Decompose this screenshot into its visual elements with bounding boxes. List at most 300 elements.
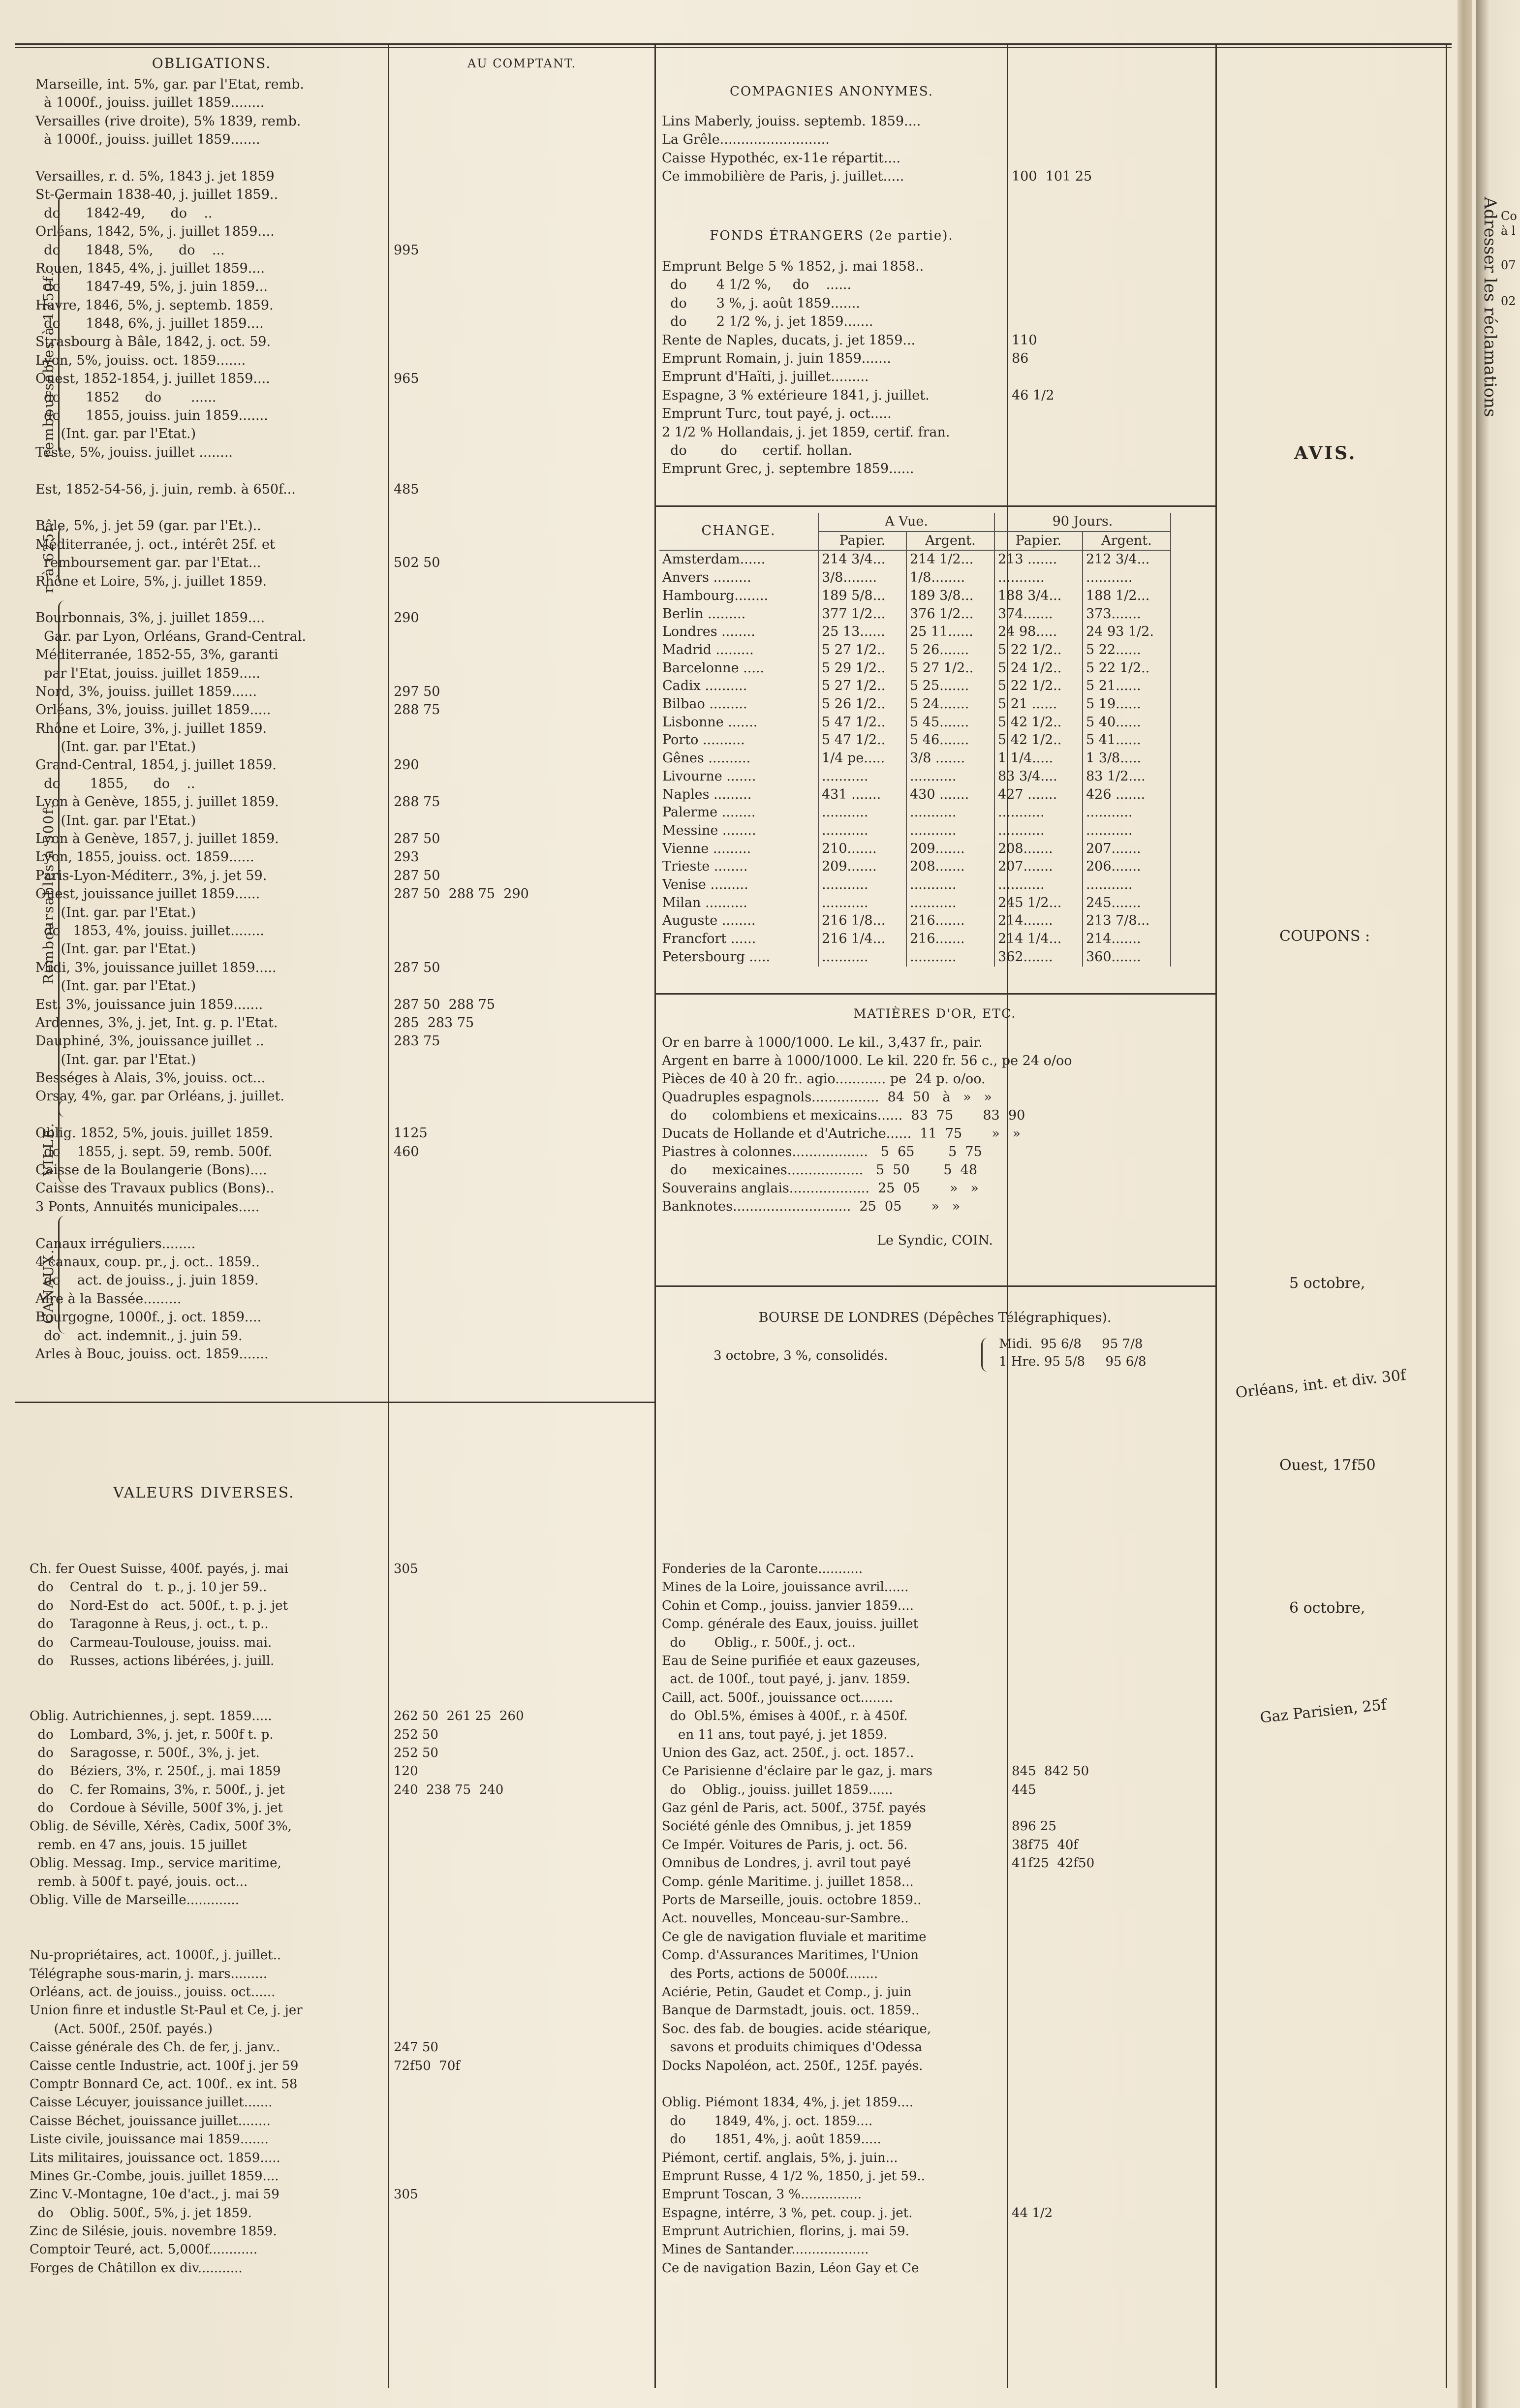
listing-row: Espagne, 3 % extérieure 1841, j. juillet. [662,387,930,403]
listing-row: Emprunt Russe, 4 1/2 %, 1850, j. jet 59.. [662,2168,926,2184]
listing-row: (Int. gar. par l'Etat.) [35,905,196,920]
price-value [394,2167,650,2186]
price-value [394,1253,650,1271]
valeurs-values [394,1560,650,2278]
price-value [394,2222,650,2241]
matieres-title: MATIÈRES D'OR, ETC. [853,1006,1017,1021]
price-value [394,167,650,186]
listing-row: Zinc V.-Montagne, 10e d'act., j. mai 59 [30,2187,279,2202]
change-section [659,513,1171,967]
listing-row: do 1855, jouiss. juin 1859....... [35,408,268,424]
listing-row: en 11 ans, tout payé, j. jet 1859. [662,1727,888,1742]
divider-2 [654,45,656,2388]
londres-heure: 1 Hre. 95 5/8 95 6/8 [999,1354,1147,1369]
valeurs-title: VALEURS DIVERSES. [113,1484,295,1501]
city-name: Petersbourg ..... [659,948,818,967]
exchange-rate: 5 46....... [906,731,994,750]
coupons-heading: COUPONS : [1279,928,1370,945]
price-value [394,2112,650,2130]
90-jours-header: 90 Jours. [994,513,1171,532]
exchange-rate: ........... [1083,569,1171,587]
price-value [1012,1670,1209,1689]
price-value: 287 50 288 75 290 [394,886,529,902]
valeurs2-values [1012,1560,1209,2278]
brace-1250 [58,194,65,455]
mid-rule-left [15,1402,654,1403]
listing-row: Marseille, int. 5%, gar. par l'Etat, remb. [35,77,305,92]
exchange-rate: 360....... [1083,948,1171,967]
change-table [659,513,1171,967]
listing-row: do act. de jouiss., j. juin 1859. [35,1273,259,1288]
top-rule-thin [15,47,1452,48]
city-name: Hambourg........ [659,587,818,605]
city-name: Trieste ........ [659,858,818,876]
listing-row: 2 1/2 % Hollandais, j. jet 1859, certif. fran. [662,424,950,440]
avis-heading: AVIS. [1294,443,1357,464]
price-value [394,2020,650,2038]
price-value [394,130,650,149]
city-name: Londres ........ [659,623,818,641]
price-value: 288 75 [394,702,440,718]
price-value [394,499,650,517]
listing-row: Caisse générale des Ch. de fer, j. janv.. [30,2040,280,2055]
price-value [394,2075,650,2094]
price-value [394,1946,650,1965]
price-value [1012,2149,1209,2167]
exchange-rate: 212 3/4... [1083,550,1171,569]
price-value [394,1634,650,1652]
change-row [659,731,1171,750]
exchange-rate: 5 27 1/2.. [818,641,906,659]
price-value [1012,1578,1209,1596]
change-row [659,858,1171,876]
listing-row [30,1689,389,1707]
listing-row: do 1849, 4%, j. oct. 1859.... [662,2113,873,2128]
price-value [394,1235,650,1253]
price-value [1012,2001,1209,2020]
change-row [659,550,1171,569]
label-ville: VILLE. [40,1122,57,1176]
listing-row: Piémont, certif. anglais, 5%, j. juin... [662,2150,898,2165]
listing-row: (Act. 500f., 250f. payés.) [30,2021,213,2036]
change-row [659,605,1171,624]
price-value [394,1087,650,1105]
price-value [394,462,650,480]
listing-row: Ce gle de navigation fluviale et maritime [662,1929,927,1944]
listing-row: Espagne, intérre, 3 %, pet. coup. j. jet. [662,2205,913,2220]
top-rule [15,43,1452,45]
price-value [394,1327,650,1345]
change-row [659,569,1171,587]
price-value [394,278,650,296]
listing-row: Gaz génl de Paris, act. 500f., 375f. payés [662,1801,926,1816]
price-value [1012,1615,1209,1633]
price-value: 445 [1012,1782,1036,1797]
price-value [1012,2241,1209,2259]
coupon-ouest: Ouest, 17f50 [1279,1457,1376,1474]
city-name: Naples ......... [659,786,818,804]
brace-ville [58,1100,65,1184]
price-value [394,977,650,995]
price-value [394,1873,650,1891]
obligations-list [35,75,388,1363]
price-value [1012,1909,1209,1928]
city-name: Berlin ......... [659,605,818,624]
londres-title: BOURSE DE LONDRES (Dépêches Télégraphiques). [758,1310,1112,1325]
compagnies-list [662,112,1006,186]
price-value [394,204,650,222]
exchange-rate: 5 24....... [906,695,994,714]
exchange-rate: 189 5/8... [818,587,906,605]
valeurs-values-list [394,1560,650,2278]
listing-row: do Oblig. 500f., 5%, j. jet 1859. [30,2205,252,2220]
exchange-rate: ........... [906,894,994,912]
listing-row: Oblig. Messag. Imp., service maritime, [30,1856,281,1871]
price-value [394,738,650,756]
price-value [394,1051,650,1069]
price-value: 290 [394,610,419,626]
listing-row: do 3 %, j. août 1859....... [662,295,860,311]
exchange-rate: 5 22...... [1083,641,1171,659]
price-value [394,1615,650,1633]
price-value [1012,1965,1209,1983]
listing-row: Teste, 5%, jouiss. juillet ........ [35,444,233,460]
au-comptant-values [394,75,650,1363]
listing-row: Liste civile, jouissance mai 1859....... [30,2132,269,2147]
exchange-rate: ........... [1083,804,1171,822]
listing-row: Méditerranée, 1852-55, 3%, garanti [35,647,279,663]
price-value [394,719,650,738]
price-value [1012,313,1209,331]
exchange-rate: 24 93 1/2. [1083,623,1171,641]
change-rows [659,550,1171,966]
price-value [394,222,650,241]
price-value: 110 [1012,332,1037,348]
valeurs-column [30,1560,389,2278]
listing-row: La Grêle.......................... [662,132,830,148]
price-value [1012,1726,1209,1744]
papier-header-1: Papier. [818,532,906,551]
divider-3 [1007,45,1008,2388]
listing-row: do act. indemnit., j. juin 59. [35,1328,243,1344]
listing-row: Omnibus de Londres, j. avril tout payé [662,1856,911,1871]
listing-row: do 1847-49, 5%, j. juin 1859... [35,279,268,295]
price-value: 1125 [394,1126,428,1141]
city-name: Venise ......... [659,876,818,894]
divider-4 [1215,45,1217,2388]
price-value: 288 75 [394,794,440,810]
change-row [659,948,1171,967]
listing-row: do 1855, do .. [35,776,195,791]
change-title: CHANGE. [659,513,818,550]
price-value [1012,1891,1209,1909]
price-value [394,591,650,609]
exchange-rate: 206....... [1083,858,1171,876]
listing-row: à 1000f., jouiss. juillet 1859....... [35,132,260,148]
listing-row: Oblig. Autrichiennes, j. sept. 1859..... [30,1709,272,1724]
listing-row: Ce Impér. Voitures de Paris, j. oct. 56. [662,1837,908,1852]
listing-row: Havre, 1846, 5%, j. septemb. 1859. [35,297,274,313]
city-name: Francfort ...... [659,930,818,948]
listing-row: Ouest, jouissance juillet 1859...... [35,886,260,902]
listing-row: Emprunt Autrichien, florins, j. mai 59. [662,2224,909,2239]
exchange-rate: ........... [818,876,906,894]
exchange-rate: 1 1/4..... [994,750,1083,768]
price-value [1012,1744,1209,1762]
listing-row: savons et produits chimiques d'Odessa [662,2040,922,2055]
exchange-rate: ........... [906,804,994,822]
compagnies-title: COMPAGNIES ANONYMES. [729,84,934,99]
exchange-rate: ........... [994,822,1083,840]
listing-row: Lyon à Genève, 1857, j. juillet 1859. [35,831,279,847]
listing-row [35,499,388,517]
listing-row: do Oblig., jouiss. juillet 1859...... [662,1782,893,1797]
matiere-row: Souverains anglais................... 25 05 » » [662,1181,979,1196]
exchange-rate: ........... [906,822,994,840]
price-value [1012,1707,1209,1725]
price-value: 502 50 [394,555,440,571]
exchange-rate: 188 1/2... [1083,587,1171,605]
price-value [394,2204,650,2222]
listing-row: Versailles (rive droite), 5% 1839, remb. [35,113,301,129]
divider-5 [1446,45,1447,2388]
price-value [394,664,650,683]
listing-row: Est, 1852-54-56, j. juin, remb. à 650f... [35,481,296,497]
exchange-rate: 214 3/4... [818,550,906,569]
price-value [1012,149,1209,167]
listing-row [35,1106,388,1124]
exchange-rate: 5 22 1/2.. [994,641,1083,659]
listing-row: Nord, 3%, jouiss. juillet 1859...... [35,684,257,699]
exchange-rate: 5 47 1/2.. [818,731,906,750]
listing-row: Canaux irréguliers........ [35,1236,196,1251]
price-value [394,646,650,664]
change-row [659,641,1171,659]
listing-row: Ports de Marseille, jouis. octobre 1859.. [662,1893,922,1908]
exchange-rate: 214....... [994,912,1083,930]
listing-row: Caisse centle Industrie, act. 100f j. jer 59 [30,2058,299,2073]
listing-row: Caisse de la Boulangerie (Bons).... [35,1162,267,1178]
listing-row: Lyon à Genève, 1855, j. juillet 1859. [35,794,279,810]
exchange-rate: 188 3/4... [994,587,1083,605]
city-name: Milan .......... [659,894,818,912]
listing-row: Oblig. Piémont 1834, 4%, j. jet 1859.... [662,2095,914,2110]
listing-row: Ce Parisienne d'éclaire par le gaz, j. mars [662,1764,932,1779]
price-value: 460 [394,1144,419,1159]
listing-row: Emprunt Romain, j. juin 1859....... [662,350,891,366]
price-value [394,1983,650,2001]
price-value: 44 1/2 [1012,2205,1053,2220]
matiere-row: Argent en barre à 1000/1000. Le kil. 220 fr. 56 c., pe 24 o/oo [662,1053,1072,1068]
price-value [394,1161,650,1179]
price-value: 252 50 [394,1727,438,1742]
price-value [1012,2057,1209,2075]
price-value [394,517,650,535]
brace-500 [58,600,65,1117]
listing-row: Orsay, 4%, gar. par Orléans, j. juillet. [35,1089,284,1104]
adjacent-fragment-4: 02 [1501,294,1516,308]
price-value [394,1069,650,1087]
listing-row: Ce de navigation Bazin, Léon Gay et Ce [662,2260,919,2276]
listing-row: Lins Maberly, jouiss. septemb. 1859.... [662,114,921,129]
exchange-rate: 216 1/8... [818,912,906,930]
price-value [1012,1689,1209,1707]
label-remb-500: Remboursables à 500f. [40,803,57,984]
price-value [394,2130,650,2149]
exchange-rate: ........... [994,876,1083,894]
price-value: 252 50 [394,1745,438,1760]
price-value [1012,1799,1209,1817]
valeurs2-list [662,1560,1006,2278]
listing-row: Emprunt Grec, j. septembre 1859...... [662,461,914,477]
fonds-list [662,257,1006,478]
city-name: Palerme ........ [659,804,818,822]
listing-row [35,1216,388,1234]
price-value [1012,130,1209,149]
price-value: 240 238 75 240 [394,1782,504,1797]
price-value [394,1689,650,1707]
listing-row: Nu-propriétaires, act. 1000f., j. juillet.. [30,1948,281,1963]
price-value: 46 1/2 [1012,387,1055,403]
listing-row: (Int. gar. par l'Etat.) [35,813,196,828]
exchange-rate: 3/8........ [818,569,906,587]
listing-row: do Béziers, 3%, r. 250f., j. mai 1859 [30,1764,281,1779]
listing-row: Comp. d'Assurances Maritimes, l'Union [662,1948,919,1963]
price-value [1012,460,1209,478]
brace-625 [58,527,65,586]
price-value: 297 50 [394,684,440,699]
exchange-rate: 1 3/8..... [1083,750,1171,768]
listing-row: Comp. génle Maritime. j. juillet 1858... [662,1874,914,1889]
matiere-row: Quadruples espagnols................ 84 50 à » » [662,1090,992,1105]
listing-row: Oblig. 1852, 5%, jouis. juillet 1859. [35,1126,274,1141]
price-value [1012,112,1209,130]
city-name: Gênes .......... [659,750,818,768]
listing-row: (Int. gar. par l'Etat.) [35,426,196,442]
matiere-row: Banknotes............................ 25 05 » » [662,1199,961,1214]
exchange-rate: 376 1/2... [906,605,994,624]
listing-row: (Int. gar. par l'Etat.) [35,978,196,994]
price-value: 287 50 [394,868,440,883]
listing-row: Paris-Lyon-Méditerr., 3%, j. jet 59. [35,868,267,883]
price-value [394,1597,650,1615]
change-row [659,768,1171,786]
price-value [394,1179,650,1197]
exchange-rate: 209....... [906,840,994,858]
exchange-rate: 5 22 1/2.. [994,677,1083,695]
listing-row: do Taragonne à Reus, j. oct., t. p.. [30,1617,269,1632]
exchange-rate: 83 3/4.... [994,768,1083,786]
exchange-rate: 245....... [1083,894,1171,912]
adjacent-page-edge [1476,0,1520,2408]
price-value [1012,1652,1209,1670]
exchange-rate: 5 19...... [1083,695,1171,714]
listing-row: do Nord-Est do act. 500f., t. p. j. jet [30,1598,288,1613]
price-value [1012,2222,1209,2241]
listing-row: Orléans, act. de jouiss., jouiss. oct...... [30,1984,276,2000]
argent-header-1: Argent. [906,532,994,551]
price-value [394,2001,650,2020]
listing-row: St-Germain 1838-40, j. juillet 1859.. [35,187,279,203]
listing-row: Lyon, 1855, jouiss. oct. 1859...... [35,849,254,865]
listing-row: Bâle, 5%, j. jet 59 (gar. par l'Et.).. [35,518,261,534]
price-value: 287 50 [394,831,440,847]
listing-row: Rente de Naples, ducats, j. jet 1859... [662,332,916,348]
price-value [1012,1946,1209,1965]
exchange-rate: 5 41...... [1083,731,1171,750]
listing-row: Oblig. de Séville, Xérès, Cadix, 500f 3%, [30,1819,292,1834]
listing-row: do Russes, actions libérées, j. juill. [30,1653,275,1668]
listing-row: Aire à la Bassée......... [35,1291,182,1307]
change-row [659,587,1171,605]
price-value [1012,441,1209,460]
city-name: Madrid ......... [659,641,818,659]
exchange-rate: 426 ....... [1083,786,1171,804]
valeurs2-rows [662,1560,1006,2278]
change-row [659,750,1171,768]
syndic-signature: Le Syndic, COIN. [877,1233,993,1248]
price-value [1012,257,1209,276]
price-value [394,1965,650,1983]
price-value [1012,2038,1209,2057]
listing-row: Caisse Lécuyer, jouissance juillet....... [30,2095,273,2110]
listing-row [30,1928,389,1946]
listing-row: Mines Gr.-Combe, jouis. juillet 1859.... [30,2168,279,2184]
price-value [1012,2259,1209,2278]
listing-row: Act. nouvelles, Monceau-sur-Sambre.. [662,1911,909,1926]
exchange-rate: ........... [818,804,906,822]
exchange-rate: 427 ....... [994,786,1083,804]
exchange-rate: ........... [906,768,994,786]
listing-row: Zinc de Silésie, jouis. novembre 1859. [30,2224,277,2239]
exchange-rate: 1/8........ [906,569,994,587]
change-row [659,840,1171,858]
city-name: Barcelonne ..... [659,659,818,678]
price-value [394,425,650,443]
listing-row: Midi, 3%, jouissance juillet 1859..... [35,960,277,975]
price-value [394,1652,650,1670]
price-value [394,1799,650,1817]
exchange-rate: ........... [1083,876,1171,894]
listing-row: Oblig. Ville de Marseille............. [30,1893,240,1908]
date-6-octobre: 6 octobre, [1289,1599,1365,1617]
listing-row: Cohin et Comp., jouiss. janvier 1859.... [662,1598,914,1613]
listing-row: Union des Gaz, act. 250f., j. oct. 1857.. [662,1745,914,1760]
listing-row: 3 Ponts, Annuités municipales..... [35,1199,260,1215]
change-top-rule [656,505,1215,507]
exchange-rate: 214....... [1083,930,1171,948]
listing-row: do 1842-49, do .. [35,205,213,221]
listing-row: Mines de Santander................... [662,2242,869,2257]
price-value: 86 [1012,350,1029,366]
price-value [1012,2186,1209,2204]
listing-row: do C. fer Romains, 3%, r. 500f., j. jet [30,1782,285,1797]
listing-row: Ce immobilière de Paris, j. juillet..... [662,169,904,185]
listing-row: Strasbourg à Bâle, 1842, j. oct. 59. [35,334,271,350]
exchange-rate: 208....... [906,858,994,876]
label-canaux: CANAUX. [40,1249,57,1324]
listing-row: Versailles, r. d. 5%, 1843 j. jet 1859 [35,168,275,184]
change-row [659,822,1171,840]
matieres-top-rule [656,993,1215,995]
exchange-rate: 216....... [906,930,994,948]
exchange-rate: 213 ....... [994,550,1083,569]
price-value [394,1854,650,1873]
listing-row: Emprunt d'Haïti, j. juillet......... [662,369,869,385]
price-value [1012,1873,1209,1891]
price-value: 247 50 [394,2040,438,2055]
change-row [659,659,1171,678]
